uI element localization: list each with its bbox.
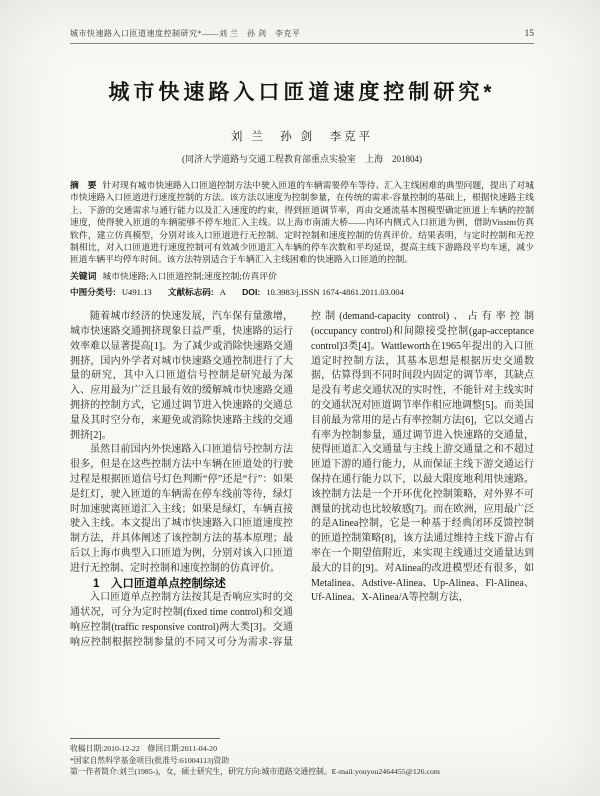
body-paragraph: 虽然目前国内外快速路入口匝道信号控制方法很多，但是在这些控制方法中车辆在匝道处的行驶过程是根据匝道信号灯色判断“停”还是“行”：如果是红灯，驶入匝道的车辆需在停车线前等待，绿灯时加速驶离匝道汇入主线；如果是绿灯，车辆直接驶入主线。本文提出了城市快速路入口匝道速度控制方法，并具体阐述了该控制方法的基本原理；最后以上海市典型入口匝道为例，分别对该入口匝道进行无控制、定时控制和速度控制的仿真评价。 bbox=[70, 444, 293, 574]
footnote-block bbox=[70, 738, 534, 778]
running-title: 城市快速路入口匝道速度控制研究*——刘 兰 孙 剑 李克平 bbox=[70, 29, 301, 38]
paper-title: 城市快速路入口匝道速度控制研究* bbox=[108, 81, 496, 104]
page-header bbox=[70, 28, 534, 44]
keywords-block bbox=[70, 270, 534, 282]
abstract-text: 针对现有城市快速路入口匝道控制方法中驶入匝道的车辆需要停车等待、汇入主线困难的典型问题，提出了对城市快速路入口匝道进行速度控制的方法。该方法以速度为控制参量，在传统的需求-容量控制的基础上，根据快速路主线上、下游的交通需求与通行能力以及汇入速度的约束，得到匝道调节率，再由交通流基本图模型确定匝道上车辆的控制速度，使得驶入匝道的车辆能够不停车地汇入主线。以上海市南浦大桥——内环内侧式入口匝道为例，借助Vissim仿真软件，建立仿真模型，分别对该入口匝道进行无控制、定时控制和速度控制的仿真评价。结果表明，与定时控制和无控制相比，对入口匝道进行速度控制可有效减少匝道汇入车辆的停车次数和平均延误，提高主线下游路段平均车速，减少匝道车辆平均停车时间。该方法特别适合于车辆汇入主线困难的快速路入口匝道的控制。 bbox=[70, 180, 534, 265]
authors: 刘 兰 孙 剑 李克平 bbox=[230, 131, 374, 143]
body-columns bbox=[70, 310, 534, 664]
footnote-first-author: 第一作者简介:刘兰(1985-)，女，硕士研究生，研究方向:城市道路交通控制。E-mail:youyou2464455@126.com bbox=[70, 767, 440, 777]
doc-code-value: A bbox=[219, 287, 226, 298]
page-number: 15 bbox=[524, 29, 534, 39]
doi-label: DOI: bbox=[242, 287, 261, 298]
footnote-received-date: 收稿日期:2010-12-22 修回日期:2011-04-20 bbox=[70, 744, 217, 754]
meta-line bbox=[70, 286, 534, 298]
footnote-rule bbox=[70, 738, 220, 739]
keywords-text: 城市快速路;入口匝道控制;速度控制;仿真评价 bbox=[102, 270, 277, 281]
abstract-block bbox=[70, 179, 534, 266]
affiliation: (同济大学道路与交通工程教育部重点实验室 上海 201804) bbox=[182, 154, 422, 164]
footnote-funding: *国家自然科学基金项目(批准号:61004113)资助 bbox=[70, 755, 230, 765]
body-paragraph: 随着城市经济的快速发展，汽车保有量激增，城市快速路交通拥挤现象日益严重，快速路的运行效率难以显著提高[1]。为了减少或消除快速路交通拥挤，国内外学者对城市快速路交通控制进行了大量的研究，其中入口匝道信号控制是研究最为深入、应用最为广泛且最有效的缓解城市快速路交通拥挤的控制方式，它通过调节进入快速路的交通总量及其时空分布，来避免或消除快速路主线的交通拥挤[2]。 bbox=[70, 311, 293, 441]
section-1-heading: 1 入口匝道单点控制综述 bbox=[93, 577, 226, 590]
body-paragraph: 入口匝道单点控制方法按其是否响应实时的交通状况，可分为定时控制(fixed time control)和交通响应控制(traffic responsive control)两大类[3]。交通响应控制根据控制参量的不同又可分为需求-容量控制(demand-capacity control)、占有率控制(occupancy control)和间隙接受控制(gap-acceptance control)3类[4]。Wattleworth在1965年提出的入口匝道定时控制方法，其基本思想是根据历史交通数据，估算得到不同时间段内固定的调节率，其缺点是没有考虑交通状况的实时性，不能针对主线实时的交通状况对匝道调节率作相应地调整[5]。而美国目前最为常用的是占有率控制方法[6]，它以交通占有率为控制参量，通过调节进入快速路的交通量，使得匝道汇入交通量与主线上游交通量之和不超过匝道下游的通行能力，从而保证主线下游交通运行保持在通行能力以下，以最大限度地利用快速路。该控制方法是一个开环优化控制策略，对外界不可测量的扰动也比较敏感[7]。而在欧洲，应用最广泛的是Alinea控制，它是一种基于经典闭环反馈控制的匝道控制策略[8]，该方法通过维持主线下游占有率在一个期望值附近，来实现主线通过交通量达到最大的目的[9]。对Alinea的改进模型还有很多，如Metalinea、Adstive-Alinea、Up-Alinea、Fl-Alinea、Uf-Alinea、X-Alinea/A等控制方法， bbox=[70, 311, 534, 648]
doi-value: 10.3983/j.ISSN 1674-4861.2011.03.004 bbox=[266, 287, 404, 298]
keywords-label: 关键词 bbox=[70, 270, 97, 281]
doc-code-label: 文献标志码: bbox=[167, 287, 214, 298]
clc-value: U491.13 bbox=[121, 287, 152, 298]
abstract-label: 摘 要 bbox=[70, 180, 97, 190]
clc-label: 中图分类号: bbox=[70, 287, 116, 298]
